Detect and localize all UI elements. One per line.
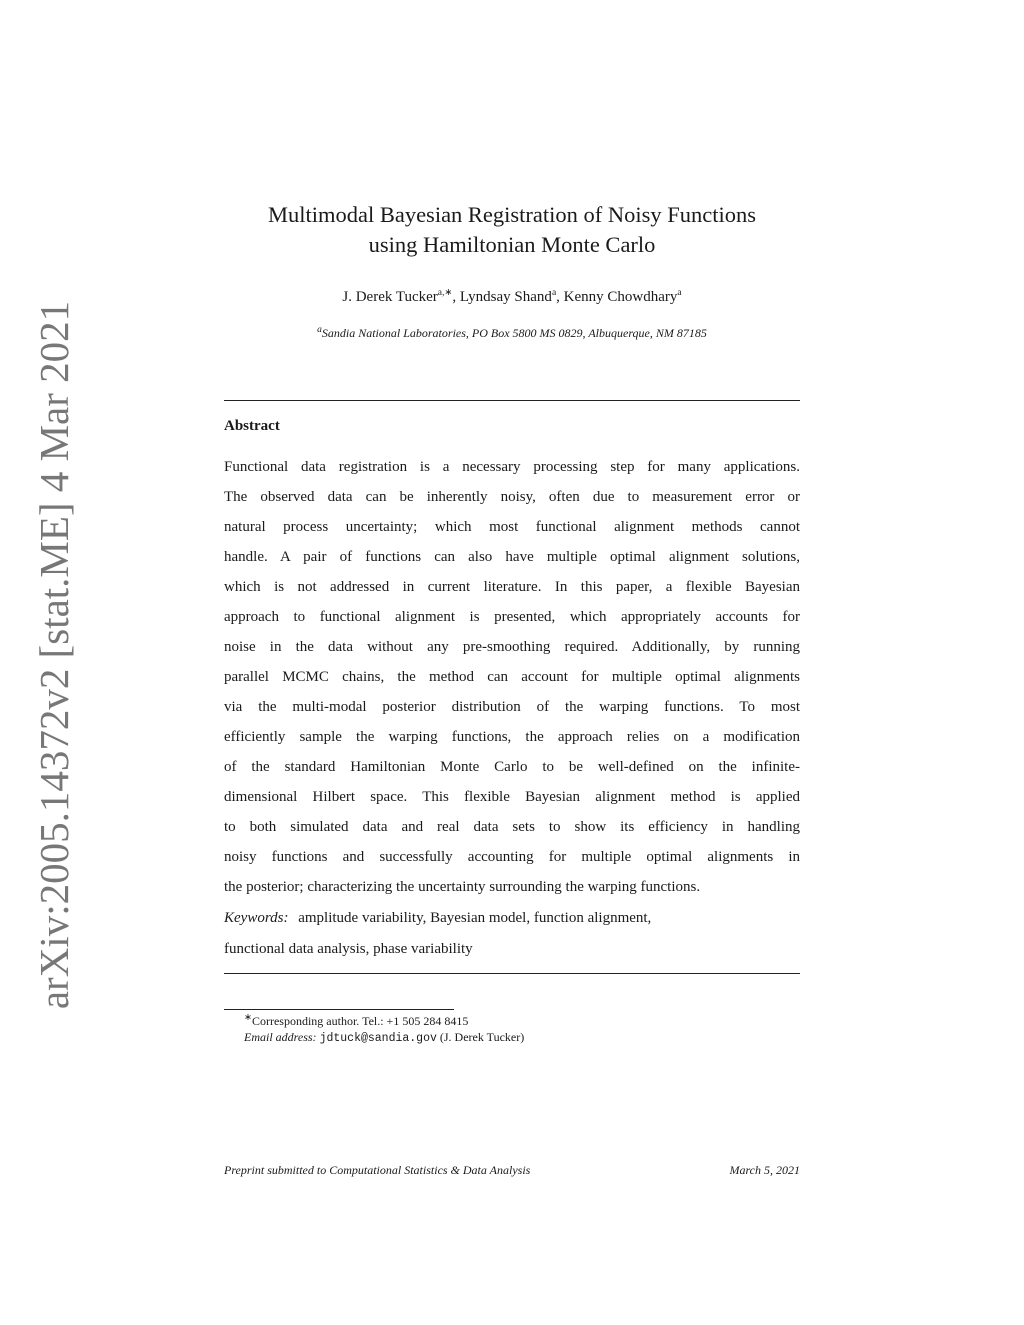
- affiliation: [0, 326, 1024, 341]
- abstract-line: noisy functions and successfully accounting for multiple optimal alignments in: [224, 849, 800, 865]
- abstract-line: noise in the data without any pre-smoothing required. Additionally, by running: [224, 639, 800, 655]
- abstract-heading: Abstract: [224, 418, 280, 434]
- author-mark: a: [677, 288, 682, 298]
- footnote-mark: ∗: [244, 1013, 252, 1023]
- preprint-note: Preprint submitted to Computational Statistics & Data Analysis: [224, 1163, 531, 1177]
- abstract-line: of the standard Hamiltonian Monte Carlo to be well-defined on the infinite-: [224, 759, 800, 775]
- affiliation-text: Sandia National Laboratories, PO Box 5800 MS 0829, Albuquerque, NM 87185: [321, 326, 707, 340]
- abstract-top-rule: [224, 400, 800, 401]
- affiliation-mark: a: [317, 325, 322, 335]
- abstract-line: Functional data registration is a necessary processing step for many applications.: [224, 459, 800, 475]
- abstract-line: via the multi-modal posterior distribution of the warping functions. To most: [224, 699, 800, 715]
- author-mark: a: [551, 288, 557, 298]
- email-owner: (J. Derek Tucker): [439, 1029, 525, 1044]
- footnote: [244, 1014, 524, 1046]
- abstract-line: natural process uncertainty; which most functional alignment methods cannot: [224, 519, 800, 535]
- abstract-line: approach to functional alignment is presented, which appropriately accounts for: [224, 609, 800, 625]
- page-footer: [224, 1163, 800, 1178]
- footnote-rule: [224, 1009, 454, 1010]
- abstract-line: to both simulated data and real data sets to show its efficiency in handling: [224, 819, 800, 835]
- keywords-line-1: amplitude variability, Bayesian model, function alignment,: [298, 910, 652, 926]
- abstract-line: the posterior; characterizing the uncertainty surrounding the warping functions.: [224, 879, 701, 895]
- abstract-bottom-rule: [224, 973, 800, 974]
- email-address[interactable]: jdtuck@sandia.gov: [319, 1031, 437, 1045]
- title-line-2: using Hamiltonian Monte Carlo: [368, 232, 656, 257]
- title-line-1: Multimodal Bayesian Registration of Noisy Functions: [267, 202, 757, 227]
- keywords-label: Keywords:: [224, 910, 289, 926]
- corresponding-author: Corresponding author. Tel.: +1 505 284 8415: [251, 1014, 469, 1028]
- abstract-line: parallel MCMC chains, the method can account for multiple optimal alignments: [224, 669, 800, 685]
- author-name: Lyndsay Shand: [459, 289, 552, 305]
- author-name: J. Derek Tucker: [342, 289, 438, 305]
- abstract-line: dimensional Hilbert space. This flexible Bayesian alignment method is applied: [224, 789, 800, 805]
- abstract-line: which is not addressed in current literature. In this paper, a flexible Bayesian: [224, 579, 800, 595]
- preprint-date: March 5, 2021: [729, 1163, 800, 1177]
- arxiv-identifier: arXiv:2005.14372v2 [stat.ME] 4 Mar 2021: [31, 300, 77, 1010]
- paper-title: [0, 200, 1024, 260]
- keywords-line-2: functional data analysis, phase variability: [224, 940, 473, 957]
- abstract-line: The observed data can be inherently noisy, often due to measurement error or: [224, 489, 800, 505]
- author-mark: a,∗: [437, 288, 453, 298]
- abstract-line: handle. A pair of functions can also have multiple optimal alignment solutions,: [224, 549, 800, 565]
- author-list: J. Derek Tucker$^{a,∗}$, Lyndsay Shand$^a$, Kenny Chowdhary$^a$: [342, 288, 682, 305]
- keywords: [224, 903, 800, 964]
- email-label: Email address:: [244, 1029, 317, 1044]
- abstract-line: efficiently sample the warping functions, the approach relies on a modification: [224, 729, 800, 745]
- abstract-body: [224, 452, 800, 902]
- author-name: Kenny Chowdhary: [563, 289, 678, 305]
